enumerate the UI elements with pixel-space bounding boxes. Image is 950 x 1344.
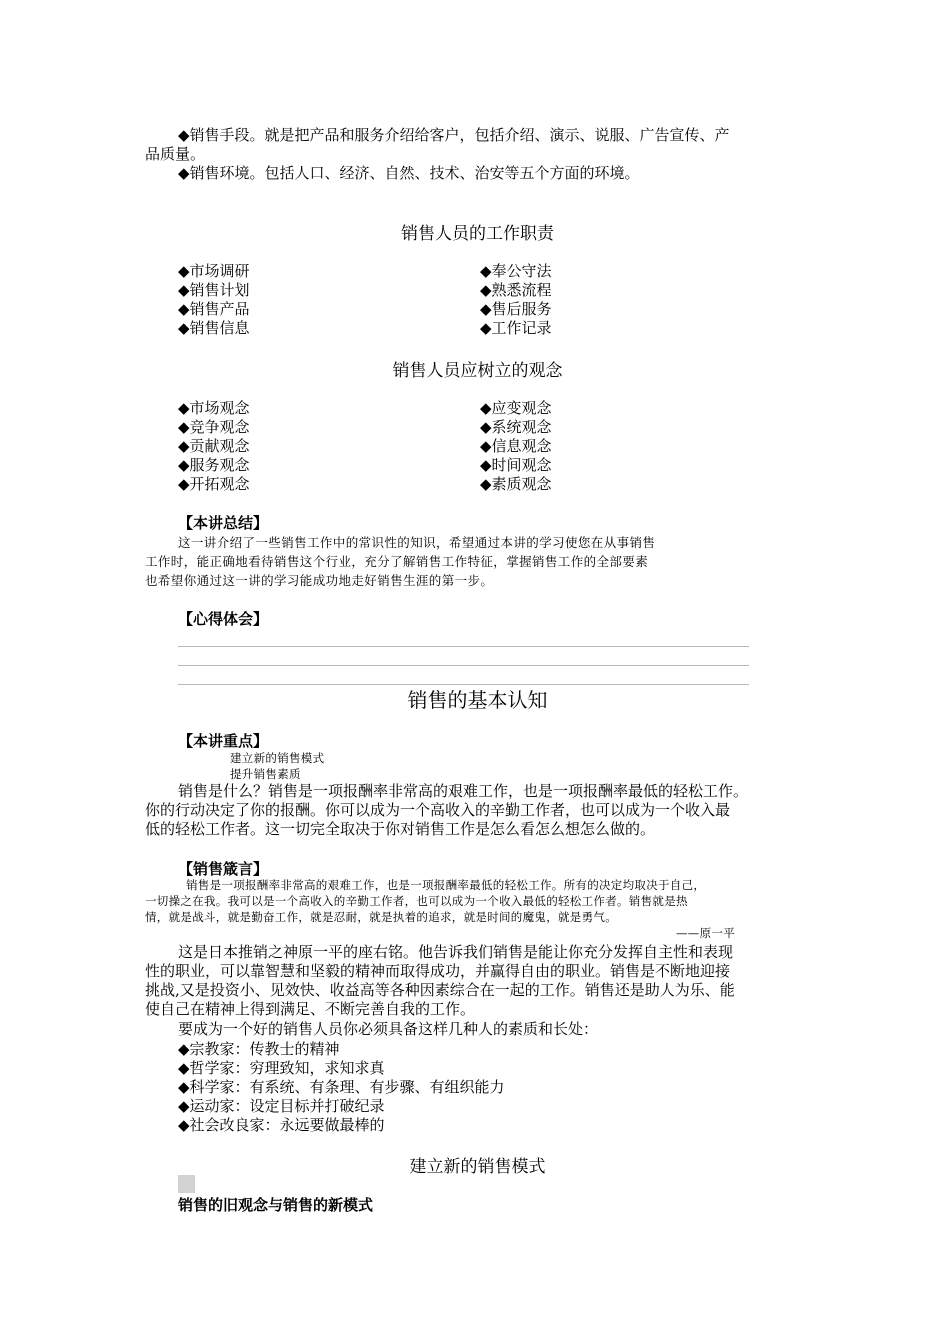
intro-paragraph-line: 销售是什么？销售是一项报酬率非常高的艰难工作，也是一项报酬率最低的轻松工作。 xyxy=(178,782,749,800)
motto-heading: 【销售箴言】 xyxy=(178,860,269,878)
motto-line: 一切操之在我。我可以是一个高收入的辛勤工作者，也可以成为一个收入最低的轻松工作者。销售就是热 xyxy=(145,894,688,908)
list-item: ◆运动家：设定目标并打破纪录 xyxy=(178,1097,385,1115)
concepts-left-list xyxy=(178,399,250,494)
list-item: ◆市场观念 xyxy=(178,399,250,417)
list-item: ◆社会改良家：永远要做最棒的 xyxy=(178,1116,385,1134)
explanation-line: 使自己在精神上得到满足、不断完善自我的工作。 xyxy=(145,1000,476,1018)
list-item: ◆宗教家：传教士的精神 xyxy=(178,1040,340,1058)
list-item: ◆应变观念 xyxy=(480,399,552,417)
list-item: ◆销售计划 xyxy=(178,281,250,299)
intro-paragraph-line: 低的轻松工作者。这一切完全取决于你对销售工作是怎么看怎么想怎么做的。 xyxy=(145,820,656,838)
list-item: ◆奉公守法 xyxy=(480,262,552,280)
writing-line xyxy=(178,665,749,666)
list-item: ◆系统观念 xyxy=(480,418,552,436)
list-item: ◆服务观念 xyxy=(178,456,250,474)
list-item: ◆信息观念 xyxy=(480,437,552,455)
list-item: ◆竞争观念 xyxy=(178,418,250,436)
list-item: ◆时间观念 xyxy=(480,456,552,474)
intro-paragraph-line: 你的行动决定了你的报酬。你可以成为一个高收入的辛勤工作者，也可以成为一个收入最 xyxy=(145,801,731,819)
list-item: ◆工作记录 xyxy=(480,319,552,337)
explanation-line: 这是日本推销之神原一平的座右铭。他告诉我们销售是能让你充分发挥自主性和表现 xyxy=(178,943,734,961)
motto-author: ——原一平 xyxy=(676,926,735,940)
duties-right-list xyxy=(480,262,552,338)
qualities-list xyxy=(178,1040,505,1135)
motto-line: 销售是一项报酬率非常高的艰难工作，也是一项报酬率最低的轻松工作。所有的决定均取决于自己， xyxy=(186,878,706,892)
list-item: ◆市场调研 xyxy=(178,262,250,280)
key-point-item: 提升销售素质 xyxy=(230,767,301,781)
key-point-item: 建立新的销售模式 xyxy=(230,751,325,765)
qualities-intro: 要成为一个好的销售人员你必须具备这样几种人的素质和长处： xyxy=(178,1020,599,1038)
sales-means-line: ◆销售手段。就是把产品和服务介绍给客户，包括介绍、演示、说服、广告宣传、产 xyxy=(178,126,730,144)
sales-means-line-cont: 品质量。 xyxy=(145,145,206,163)
writing-line xyxy=(178,684,749,685)
list-item: ◆贡献观念 xyxy=(178,437,250,455)
summary-line: 这一讲介绍了一些销售工作中的常识性的知识，希望通过本讲的学习使您在从事销售 xyxy=(178,535,656,550)
list-item: ◆素质观念 xyxy=(480,475,552,493)
list-item: ◆哲学家：穷理致知，求知求真 xyxy=(178,1059,385,1077)
new-model-subheading: 销售的旧观念与销售的新模式 xyxy=(178,1196,374,1214)
summary-heading: 【本讲总结】 xyxy=(178,514,269,532)
explanation-line: 性的职业，可以靠智慧和坚毅的精神而取得成功，并赢得自由的职业。销售是不断地迎接 xyxy=(145,962,731,980)
list-item: ◆开拓观念 xyxy=(178,475,250,493)
summary-line: 也希望你通过这一讲的学习能成功地走好销售生涯的第一步。 xyxy=(145,573,494,588)
reflection-heading: 【心得体会】 xyxy=(178,610,269,628)
list-item: ◆售后服务 xyxy=(480,300,552,318)
sales-environment-line: ◆销售环境。包括人口、经济、自然、技术、治安等五个方面的环境。 xyxy=(178,164,640,182)
list-item: ◆销售信息 xyxy=(178,319,250,337)
new-model-title: 建立新的销售模式 xyxy=(409,1157,546,1177)
motto-line: 情，就是战斗，就是勤奋工作，就是忍耐，就是执着的追求，就是时间的魔鬼，就是勇气。 xyxy=(145,910,617,924)
duties-left-list xyxy=(178,262,250,338)
list-item: ◆销售产品 xyxy=(178,300,250,318)
chapter-title: 销售的基本认知 xyxy=(407,688,548,712)
explanation-line: 挑战,又是投资小、见效快、收益高等各种因素综合在一起的工作。销售还是助人为乐、能 xyxy=(145,981,735,999)
list-item: ◆科学家：有系统、有条理、有步骤、有组织能力 xyxy=(178,1078,505,1096)
writing-line xyxy=(178,646,749,647)
concepts-title: 销售人员应树立的观念 xyxy=(392,361,563,381)
key-points-heading: 【本讲重点】 xyxy=(178,732,269,750)
image-placeholder xyxy=(178,1175,195,1193)
list-item: ◆熟悉流程 xyxy=(480,281,552,299)
summary-line: 工作时，能正确地看待销售这个行业，充分了解销售工作特征，掌握销售工作的全部要素 xyxy=(145,554,649,569)
concepts-right-list xyxy=(480,399,552,494)
duties-title: 销售人员的工作职责 xyxy=(401,224,554,244)
